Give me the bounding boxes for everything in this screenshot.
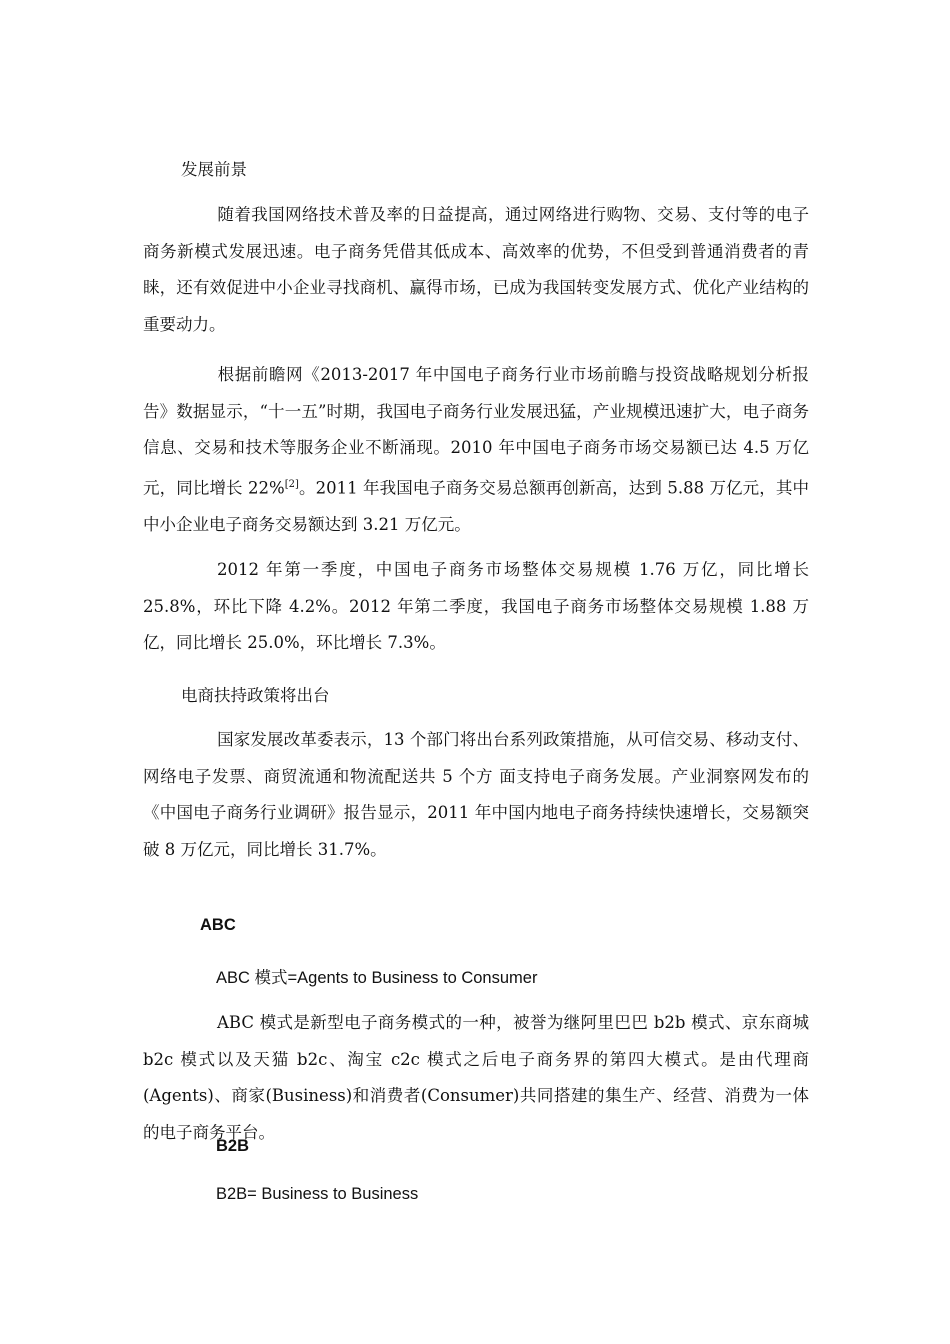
paragraph-report-text-b: 。2011 年我国电子商务交易总额再创新高，达到 5.88 万亿元，其中中小企业电子商务交易额达到 3.21 万亿元。 [143, 478, 810, 534]
paragraph-report-text-a: 根据前瞻网《2013-2017 年中国电子商务行业市场前瞻与投资战略规划分析报告》数据显示，“十一五”时期，我国电子商务行业发展迅猛，产业规模迅速扩大，电子商务信息、交易和技术等服务企业不断涌现。2010 年中国电子商务市场交易额已达 4.5 万亿元，同比增长 22% [143, 365, 809, 498]
paragraph-intro-text: 随着我国网络技术普及率的日益提高，通过网络进行购物、交易、支付等的电子商务新模式发展迅速。电子商务凭借其低成本、高效率的优势，不但受到普通消费者的青睐，还有效促进中小企业寻找商机、赢得市场，已成为我国转变发展方式、优化产业结构的重要动力。 [143, 205, 809, 334]
abc-description-text: ABC 模式是新型电子商务模式的一种，被誉为继阿里巴巴 b2b 模式、京东商城 b2c 模式以及天猫 b2c、淘宝 c2c 模式之后电子商务界的第四大模式。是由代理商(Agents)、商家(Business)和消费者(Consumer)共同搭建的集生产、经营、消费为一体的电子商务平台。 [143, 1013, 809, 1142]
paragraph-policy-text: 国家发展改革委表示，13 个部门将出台系列政策措施，从可信交易、移动支付、网络电子发票、商贸流通和物流配送共 5 个方 面支持电子商务发展。产业洞察网发布的《中国电子商务行业调研》报告显示，2011 年中国内地电子商务持续快速增长，交易额突破 8 万亿元，同比增长 31.7%。 [143, 730, 809, 859]
abc-description [143, 1005, 809, 1151]
paragraph-2012 [143, 552, 809, 662]
paragraph-policy [143, 722, 809, 868]
section-heading-policy: 电商扶持政策将出台 [181, 686, 330, 705]
section-heading-prospects: 发展前景 [181, 160, 247, 179]
footnote-ref[interactable]: [2] [284, 478, 299, 490]
abc-title: ABC [200, 916, 236, 934]
b2b-definition: B2B= Business to Business [216, 1185, 419, 1203]
abc-definition: ABC 模式=Agents to Business to Consumer [216, 969, 538, 987]
paragraph-intro [143, 197, 809, 343]
paragraph-report [143, 357, 809, 543]
b2b-title: B2B [216, 1137, 250, 1155]
paragraph-2012-text: 2012 年第一季度，中国电子商务市场整体交易规模 1.76 万亿，同比增长 25.8%，环比下降 4.2%。2012 年第二季度，我国电子商务市场整体交易规模 1.88 万亿，同比增长 25.0%，环比增长 7.3%。 [143, 560, 809, 653]
